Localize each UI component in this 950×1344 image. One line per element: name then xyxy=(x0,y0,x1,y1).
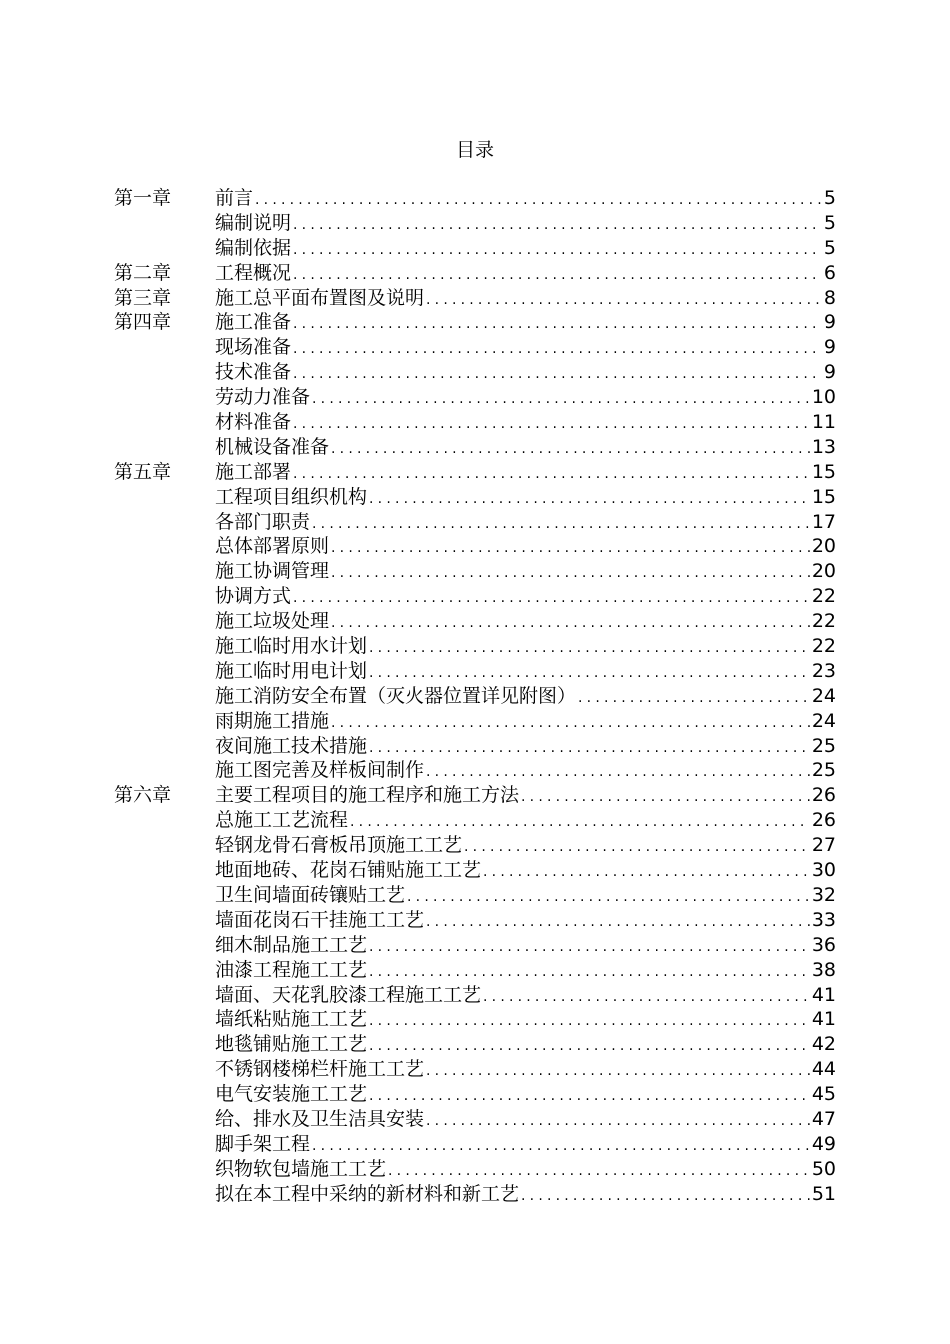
toc-dot-leader xyxy=(426,288,822,313)
toc-entry[interactable] xyxy=(215,684,836,711)
toc-page-number: 9 xyxy=(823,336,836,359)
toc-dot-leader xyxy=(293,213,822,238)
toc-entry-title: 油漆工程施工工艺 xyxy=(215,958,368,981)
toc-row[interactable] xyxy=(114,783,836,808)
toc-row[interactable] xyxy=(114,1082,836,1107)
toc-row[interactable] xyxy=(114,360,836,385)
toc-entry[interactable] xyxy=(215,883,836,910)
toc-row[interactable] xyxy=(114,1132,836,1157)
toc-row[interactable] xyxy=(114,983,836,1008)
toc-dot-leader xyxy=(293,412,810,437)
toc-row[interactable] xyxy=(114,734,836,759)
toc-entry-title: 协调方式 xyxy=(215,585,292,608)
toc-entry[interactable] xyxy=(215,1157,836,1184)
toc-entry[interactable] xyxy=(215,833,836,860)
toc-page-number: 41 xyxy=(811,983,836,1006)
toc-dot-leader xyxy=(388,1159,810,1184)
toc-dot-leader xyxy=(369,736,810,761)
toc-entry-title: 夜间施工技术措施 xyxy=(215,734,368,757)
toc-row[interactable] xyxy=(114,1157,836,1182)
toc-row[interactable] xyxy=(114,236,836,261)
toc-dot-leader xyxy=(521,1184,810,1209)
toc-row[interactable] xyxy=(114,958,836,983)
toc-dot-leader xyxy=(350,810,810,835)
toc-row[interactable] xyxy=(114,460,836,485)
toc-row[interactable] xyxy=(114,858,836,883)
toc-page-number: 25 xyxy=(811,734,836,757)
toc-dot-leader xyxy=(369,960,810,985)
toc-entry-title: 施工消防安全布置（灭火器位置详见附图） xyxy=(215,684,577,707)
toc-page-number: 13 xyxy=(811,435,836,458)
toc-entry[interactable] xyxy=(215,1032,836,1059)
toc-dot-leader xyxy=(483,860,810,885)
toc-entry-title: 墙面花岗石干挂施工工艺 xyxy=(215,908,425,931)
toc-dot-leader xyxy=(521,785,810,810)
toc-entry-title: 卫生间墙面砖镶贴工艺 xyxy=(215,883,406,906)
toc-entry-title: 地毯铺贴施工工艺 xyxy=(215,1033,368,1056)
toc-dot-leader xyxy=(331,561,810,586)
toc-dot-leader xyxy=(369,1084,810,1109)
toc-dot-leader xyxy=(293,337,822,362)
toc-chapter-label: 第三章 xyxy=(114,286,172,309)
toc-entry[interactable] xyxy=(215,261,836,288)
toc-entry-title: 施工总平面布置图及说明 xyxy=(215,286,425,309)
toc-page-number: 10 xyxy=(811,386,836,409)
toc-page-number: 5 xyxy=(823,187,836,209)
toc-dot-leader xyxy=(369,1034,810,1059)
toc-dot-leader xyxy=(426,1109,810,1134)
toc-entry-title: 各部门职责 xyxy=(215,510,311,533)
toc-entry[interactable] xyxy=(215,783,836,810)
toc-entry-title: 技术准备 xyxy=(215,361,292,384)
toc-dot-leader xyxy=(312,512,810,537)
toc-page-number: 22 xyxy=(811,610,836,633)
toc-page-number: 5 xyxy=(823,211,836,234)
toc-dot-leader xyxy=(293,238,822,263)
toc-page-number: 6 xyxy=(823,261,836,284)
toc-entry[interactable] xyxy=(215,933,836,960)
toc-page-number: 49 xyxy=(811,1132,836,1155)
toc-entry[interactable] xyxy=(215,1007,836,1034)
toc-entry-title: 拟在本工程中采纳的新材料和新工艺 xyxy=(215,1182,520,1205)
toc-entry-title: 工程项目组织机构 xyxy=(215,485,368,508)
toc-entry[interactable] xyxy=(215,435,836,462)
toc-row[interactable] xyxy=(114,659,836,684)
toc-entry[interactable] xyxy=(215,211,836,238)
toc-row[interactable] xyxy=(114,833,836,858)
toc-page-number: 22 xyxy=(811,635,836,658)
toc-page-number: 22 xyxy=(811,585,836,608)
toc-entry[interactable] xyxy=(215,236,836,263)
toc-entry[interactable] xyxy=(215,1107,836,1134)
toc-row[interactable] xyxy=(114,1107,836,1132)
toc-entry-title: 雨期施工措施 xyxy=(215,709,330,732)
toc-entry[interactable] xyxy=(215,659,836,686)
toc-page-number: 44 xyxy=(811,1058,836,1081)
toc-page-number: 26 xyxy=(811,784,836,807)
toc-dot-leader xyxy=(483,985,810,1010)
toc-row[interactable] xyxy=(114,1057,836,1082)
toc-entry-title: 施工部署 xyxy=(215,460,292,483)
toc-dot-leader xyxy=(293,462,810,487)
toc-entry-title: 地面地砖、花岗石铺贴施工工艺 xyxy=(215,859,482,882)
toc-dot-leader xyxy=(369,1009,810,1034)
toc-entry[interactable] xyxy=(215,609,836,636)
toc-entry-title: 总体部署原则 xyxy=(215,535,330,558)
toc-entry[interactable] xyxy=(215,510,836,537)
toc-page-number: 33 xyxy=(811,908,836,931)
toc-dot-leader xyxy=(369,487,810,512)
toc-dot-leader xyxy=(426,910,810,935)
toc-dot-leader xyxy=(426,760,810,785)
toc-entry[interactable] xyxy=(215,734,836,761)
toc-entry[interactable] xyxy=(215,1132,836,1159)
toc-page-number: 26 xyxy=(811,809,836,832)
toc-entry[interactable] xyxy=(215,310,836,337)
toc-row[interactable] xyxy=(114,684,836,709)
toc-entry-title: 细木制品施工工艺 xyxy=(215,933,368,956)
toc-entry-title: 脚手架工程 xyxy=(215,1132,311,1155)
page-title: 目录 xyxy=(455,139,494,161)
toc-dot-leader xyxy=(369,935,810,960)
toc-row[interactable] xyxy=(114,883,836,908)
toc-entry-title: 现场准备 xyxy=(215,336,292,359)
toc-row[interactable] xyxy=(114,1182,836,1207)
toc-row[interactable] xyxy=(114,385,836,410)
toc-row[interactable] xyxy=(114,534,836,559)
toc-row[interactable] xyxy=(114,261,836,286)
toc-page-number: 36 xyxy=(811,933,836,956)
toc-page-number: 45 xyxy=(811,1083,836,1106)
toc-entry[interactable] xyxy=(215,360,836,387)
toc-chapter-label: 第四章 xyxy=(114,311,172,334)
toc-row[interactable] xyxy=(114,709,836,734)
toc-dot-leader xyxy=(578,686,810,711)
toc-entry-title: 轻钢龙骨石膏板吊顶施工工艺 xyxy=(215,834,463,857)
toc-page-number: 5 xyxy=(823,236,836,259)
toc-chapter-label: 第五章 xyxy=(114,460,172,483)
toc-dot-leader xyxy=(426,1059,810,1084)
toc-dot-leader xyxy=(464,835,810,860)
toc-row[interactable] xyxy=(114,485,836,510)
toc-entry[interactable] xyxy=(215,335,836,362)
toc-entry[interactable] xyxy=(215,634,836,661)
toc-page-number: 17 xyxy=(811,510,836,533)
toc-page-number: 11 xyxy=(811,411,836,434)
toc-row[interactable] xyxy=(114,609,836,634)
toc-dot-leader xyxy=(407,885,810,910)
toc-row[interactable] xyxy=(114,559,836,584)
toc-row[interactable] xyxy=(114,410,836,435)
toc-dot-leader xyxy=(331,536,810,561)
toc-page-number: 8 xyxy=(823,286,836,309)
toc-row[interactable] xyxy=(114,335,836,360)
toc-page-number: 20 xyxy=(811,535,836,558)
toc-row[interactable] xyxy=(114,908,836,933)
toc-entry-title: 电气安装施工工艺 xyxy=(215,1083,368,1106)
toc-entry-title: 墙纸粘贴施工工艺 xyxy=(215,1008,368,1031)
toc-row[interactable] xyxy=(114,1032,836,1057)
toc-entry[interactable] xyxy=(215,908,836,935)
toc-entry-title: 编制说明 xyxy=(215,211,292,234)
toc-page-number: 38 xyxy=(811,958,836,981)
toc-entry-title: 前言 xyxy=(215,187,254,209)
toc-page-number: 47 xyxy=(811,1107,836,1130)
toc-entry-title: 不锈钢楼梯栏杆施工工艺 xyxy=(215,1058,425,1081)
toc-entry[interactable] xyxy=(215,858,836,885)
toc-page-number: 30 xyxy=(811,859,836,882)
toc-entry[interactable] xyxy=(215,808,836,835)
toc-entry[interactable] xyxy=(215,534,836,561)
toc-entry-title: 劳动力准备 xyxy=(215,386,311,409)
toc-dot-leader xyxy=(331,437,810,462)
toc-page-number: 32 xyxy=(811,883,836,906)
toc-entry-title: 总施工工艺流程 xyxy=(215,809,349,832)
toc-entry-title: 工程概况 xyxy=(215,261,292,284)
toc-row[interactable] xyxy=(114,510,836,535)
toc-row[interactable] xyxy=(114,933,836,958)
toc-page-number: 23 xyxy=(811,659,836,682)
toc-row[interactable] xyxy=(114,435,836,460)
toc-entry-title: 机械设备准备 xyxy=(215,435,330,458)
toc-entry[interactable] xyxy=(215,410,836,437)
toc-page-number: 20 xyxy=(811,560,836,583)
toc-entry[interactable] xyxy=(215,758,836,785)
toc-row[interactable] xyxy=(114,286,836,311)
toc-page-number: 15 xyxy=(811,485,836,508)
toc-row[interactable] xyxy=(114,758,836,783)
toc-entry[interactable] xyxy=(215,709,836,736)
toc-page-number: 50 xyxy=(811,1157,836,1180)
toc-entry[interactable] xyxy=(215,983,836,1010)
toc-entry[interactable] xyxy=(215,286,836,313)
toc-chapter-label: 第二章 xyxy=(114,261,172,284)
toc-chapter-label: 第六章 xyxy=(114,784,172,807)
toc-entry[interactable] xyxy=(215,460,836,487)
toc-entry[interactable] xyxy=(215,584,836,611)
toc-entry[interactable] xyxy=(215,485,836,512)
toc-entry-title: 编制依据 xyxy=(215,236,292,259)
toc-entry[interactable] xyxy=(215,559,836,586)
toc-entry[interactable] xyxy=(215,1082,836,1109)
toc-row[interactable] xyxy=(114,211,836,236)
toc-entry-title: 主要工程项目的施工程序和施工方法 xyxy=(215,784,520,807)
toc-dot-leader xyxy=(293,263,822,288)
toc-dot-leader xyxy=(369,661,810,686)
toc-entry[interactable] xyxy=(215,958,836,985)
toc-row[interactable] xyxy=(114,310,836,335)
table-of-contents xyxy=(114,186,836,1207)
toc-entry-title: 给、排水及卫生洁具安装 xyxy=(215,1107,425,1130)
toc-page-number: 9 xyxy=(823,311,836,334)
toc-entry-title: 施工准备 xyxy=(215,311,292,334)
toc-dot-leader xyxy=(293,312,822,337)
toc-row[interactable] xyxy=(114,584,836,609)
toc-page-number: 24 xyxy=(811,709,836,732)
toc-entry[interactable] xyxy=(215,1182,836,1209)
toc-row[interactable] xyxy=(114,1007,836,1032)
toc-page-number: 9 xyxy=(823,361,836,384)
toc-page-number: 24 xyxy=(811,684,836,707)
toc-entry-title: 墙面、天花乳胶漆工程施工工艺 xyxy=(215,983,482,1006)
toc-row[interactable] xyxy=(114,186,836,211)
toc-dot-leader xyxy=(293,362,822,387)
toc-entry[interactable] xyxy=(215,186,836,213)
toc-dot-leader xyxy=(331,711,810,736)
toc-entry-title: 施工协调管理 xyxy=(215,560,330,583)
toc-row[interactable] xyxy=(114,808,836,833)
toc-dot-leader xyxy=(312,387,810,412)
toc-entry-title: 织物软包墙施工工艺 xyxy=(215,1157,387,1180)
toc-row[interactable] xyxy=(114,634,836,659)
toc-chapter-label: 第一章 xyxy=(114,187,172,209)
toc-page-number: 25 xyxy=(811,759,836,782)
toc-dot-leader xyxy=(369,636,810,661)
toc-entry-title: 施工垃圾处理 xyxy=(215,610,330,633)
toc-page-number: 42 xyxy=(811,1033,836,1056)
toc-entry-title: 施工图完善及样板间制作 xyxy=(215,759,425,782)
toc-entry-title: 施工临时用水计划 xyxy=(215,635,368,658)
toc-entry-title: 材料准备 xyxy=(215,411,292,434)
toc-dot-leader xyxy=(312,1134,810,1159)
toc-page-number: 27 xyxy=(811,834,836,857)
toc-dot-leader xyxy=(293,586,810,611)
toc-page-number: 15 xyxy=(811,460,836,483)
toc-entry[interactable] xyxy=(215,1057,836,1084)
toc-page-number: 51 xyxy=(811,1182,836,1205)
toc-page-number: 41 xyxy=(811,1008,836,1031)
toc-entry[interactable] xyxy=(215,385,836,412)
toc-dot-leader xyxy=(255,188,822,213)
toc-entry-title: 施工临时用电计划 xyxy=(215,659,368,682)
toc-dot-leader xyxy=(331,611,810,636)
